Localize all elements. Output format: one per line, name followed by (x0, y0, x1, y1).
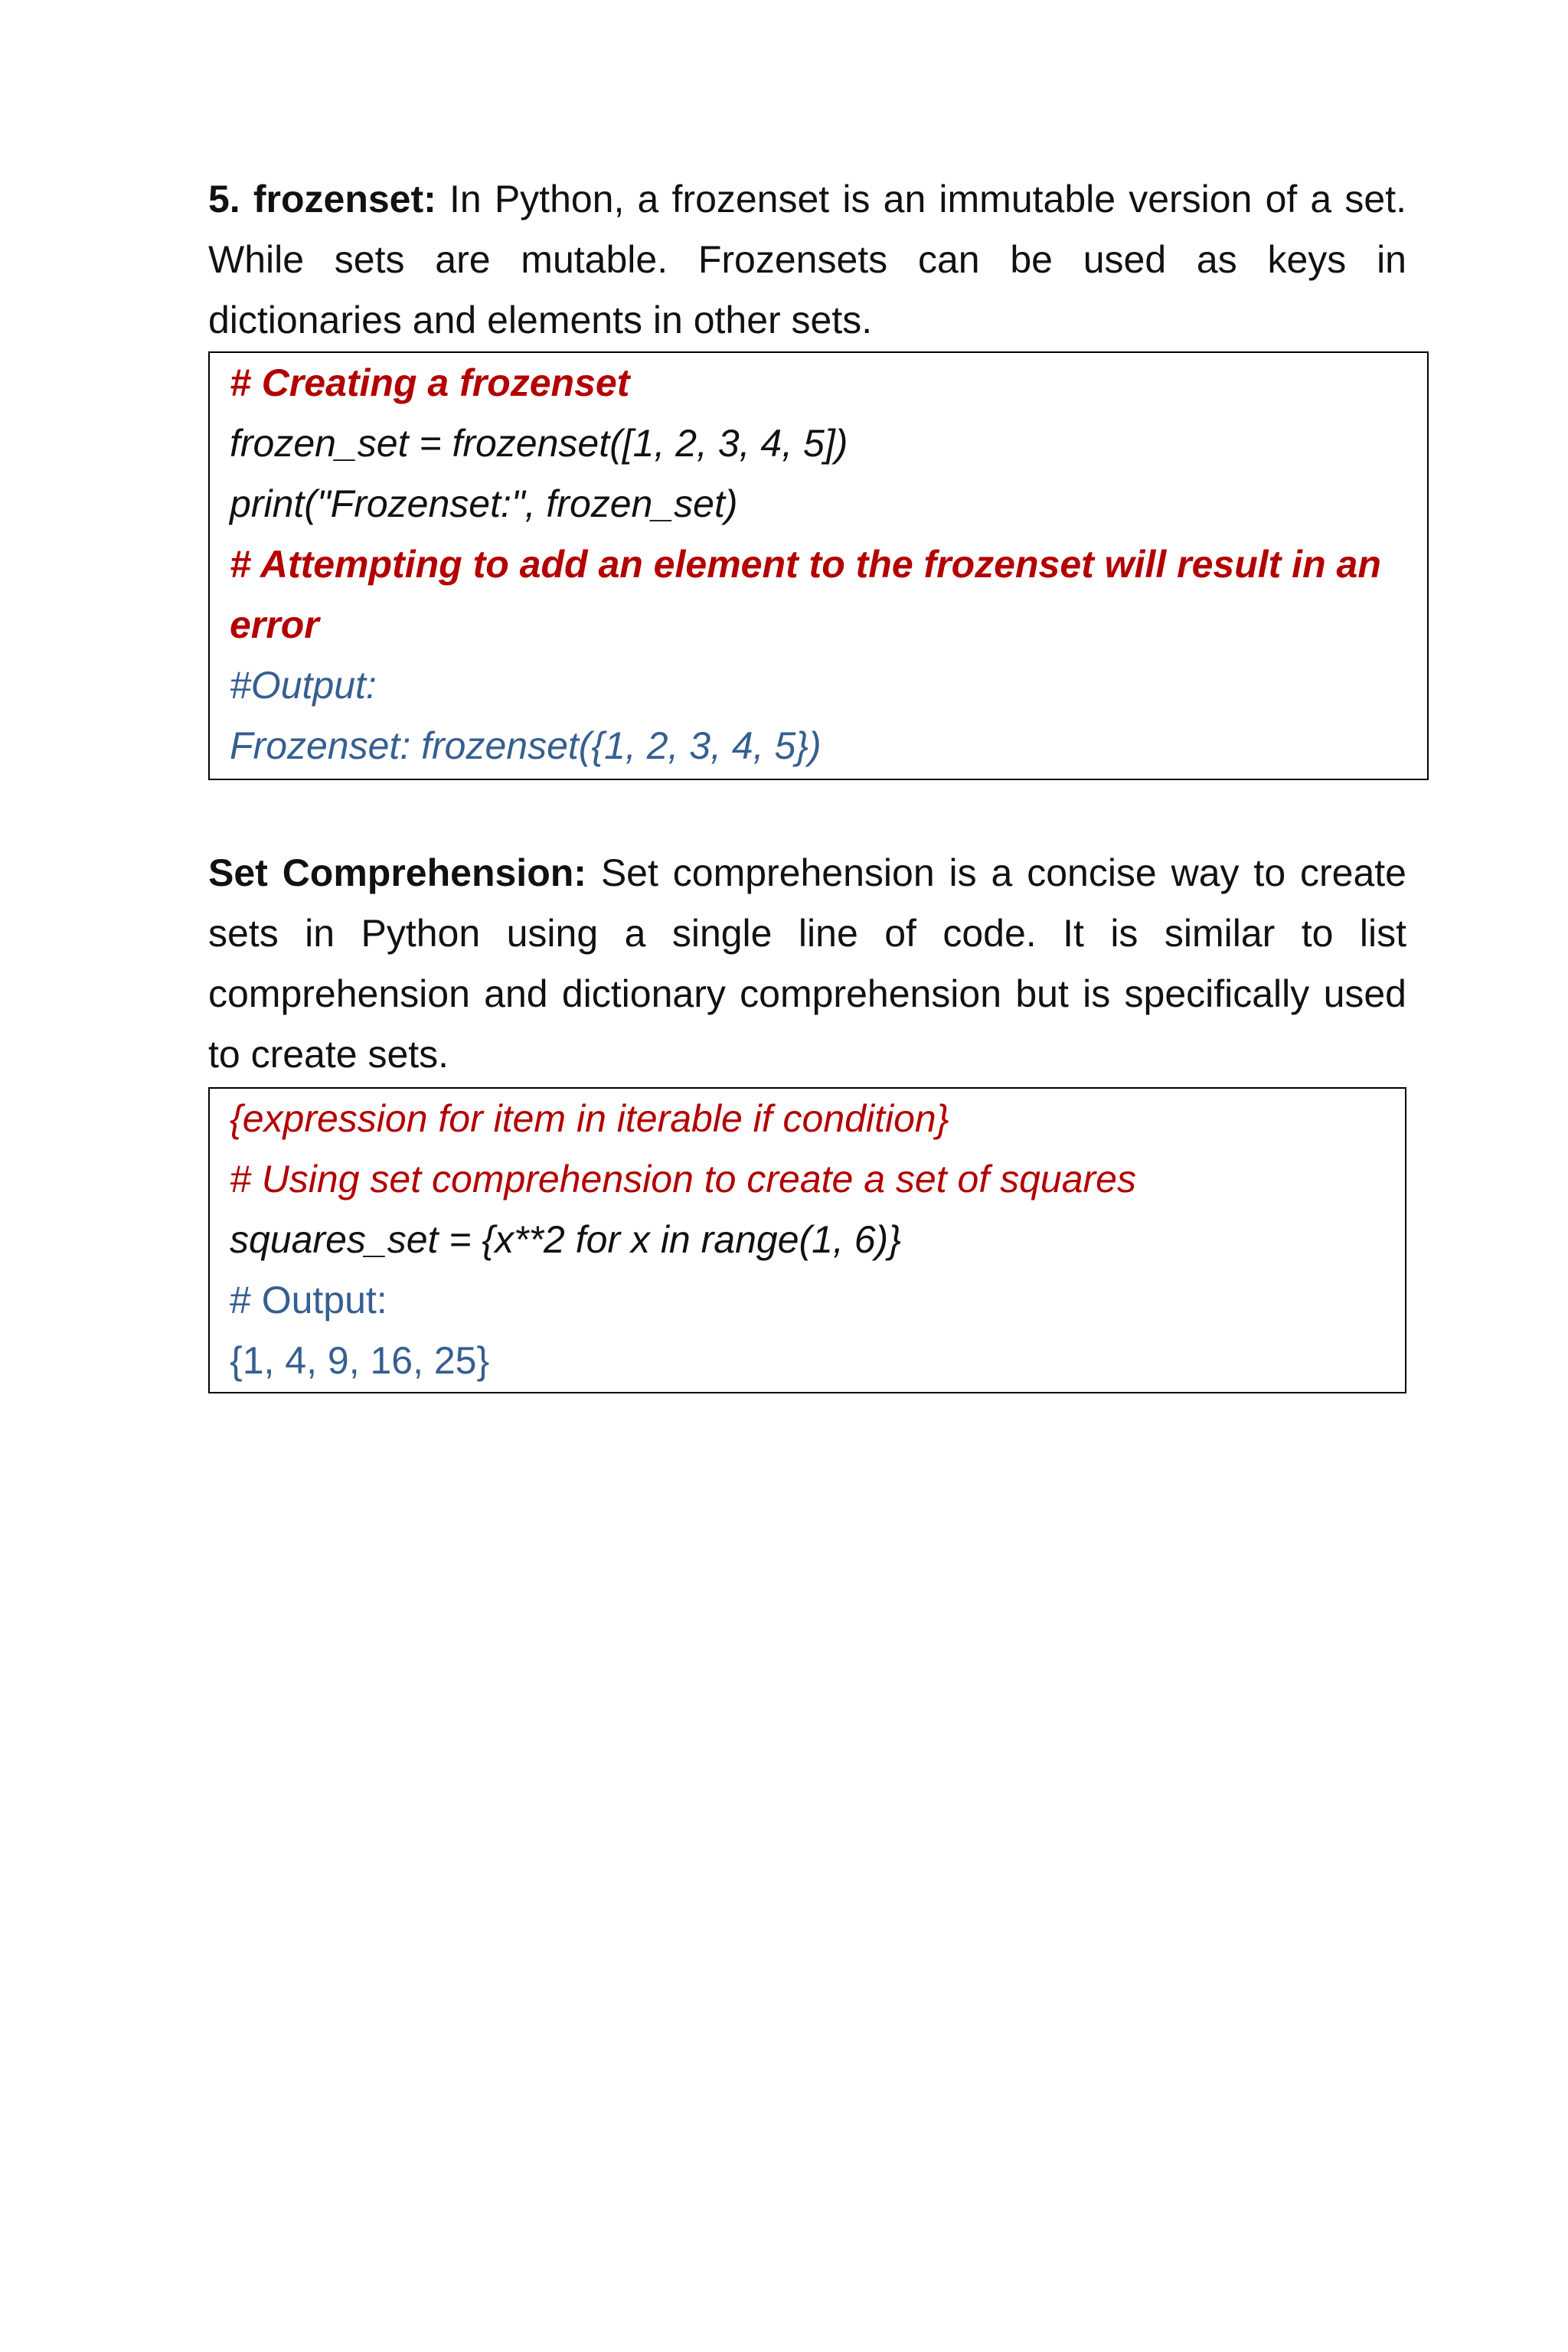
code-line-squares: squares_set = {x**2 for x in range(1, 6)} (230, 1218, 901, 1261)
code-output-label: # Output: (230, 1279, 387, 1321)
frozenset-code-box (208, 351, 1429, 780)
code-output-value: {1, 4, 9, 16, 25} (230, 1339, 490, 1382)
frozenset-paragraph (208, 169, 1406, 351)
code-line-print: print("Frozenset:", frozen_set) (230, 482, 738, 525)
setcomp-description: Set comprehension is a concise way to create sets in Python using a single line of code. It is similar to list comprehension and dictionary comprehension but is specifically used to create sets. (208, 851, 1406, 1076)
code-syntax: {expression for item in iterable if condition} (230, 1097, 949, 1140)
code-comment-create: # Creating a frozenset (230, 361, 630, 404)
setcomp-heading: Set Comprehension: (208, 851, 586, 894)
code-comment-attempt: # Attempting to add an element to the frozenset will result in an (230, 543, 1381, 586)
code-output-value: Frozenset: frozenset({1, 2, 3, 4, 5}) (230, 724, 822, 767)
frozenset-heading: 5. frozenset: (208, 178, 436, 220)
code-comment-using: # Using set comprehension to create a set of squares (230, 1158, 1136, 1200)
setcomp-code-box (208, 1087, 1406, 1393)
code-line-assign: frozen_set = frozenset([1, 2, 3, 4, 5]) (230, 422, 848, 465)
setcomp-paragraph (208, 843, 1406, 1085)
code-comment-attempt-cont: error (230, 603, 319, 646)
code-output-label: #Output: (230, 664, 377, 707)
frozenset-description: In Python, a frozenset is an immutable version of a set. While sets are mutable. Frozensets can be used as keys in dictionaries and elements in other sets. (208, 178, 1406, 341)
